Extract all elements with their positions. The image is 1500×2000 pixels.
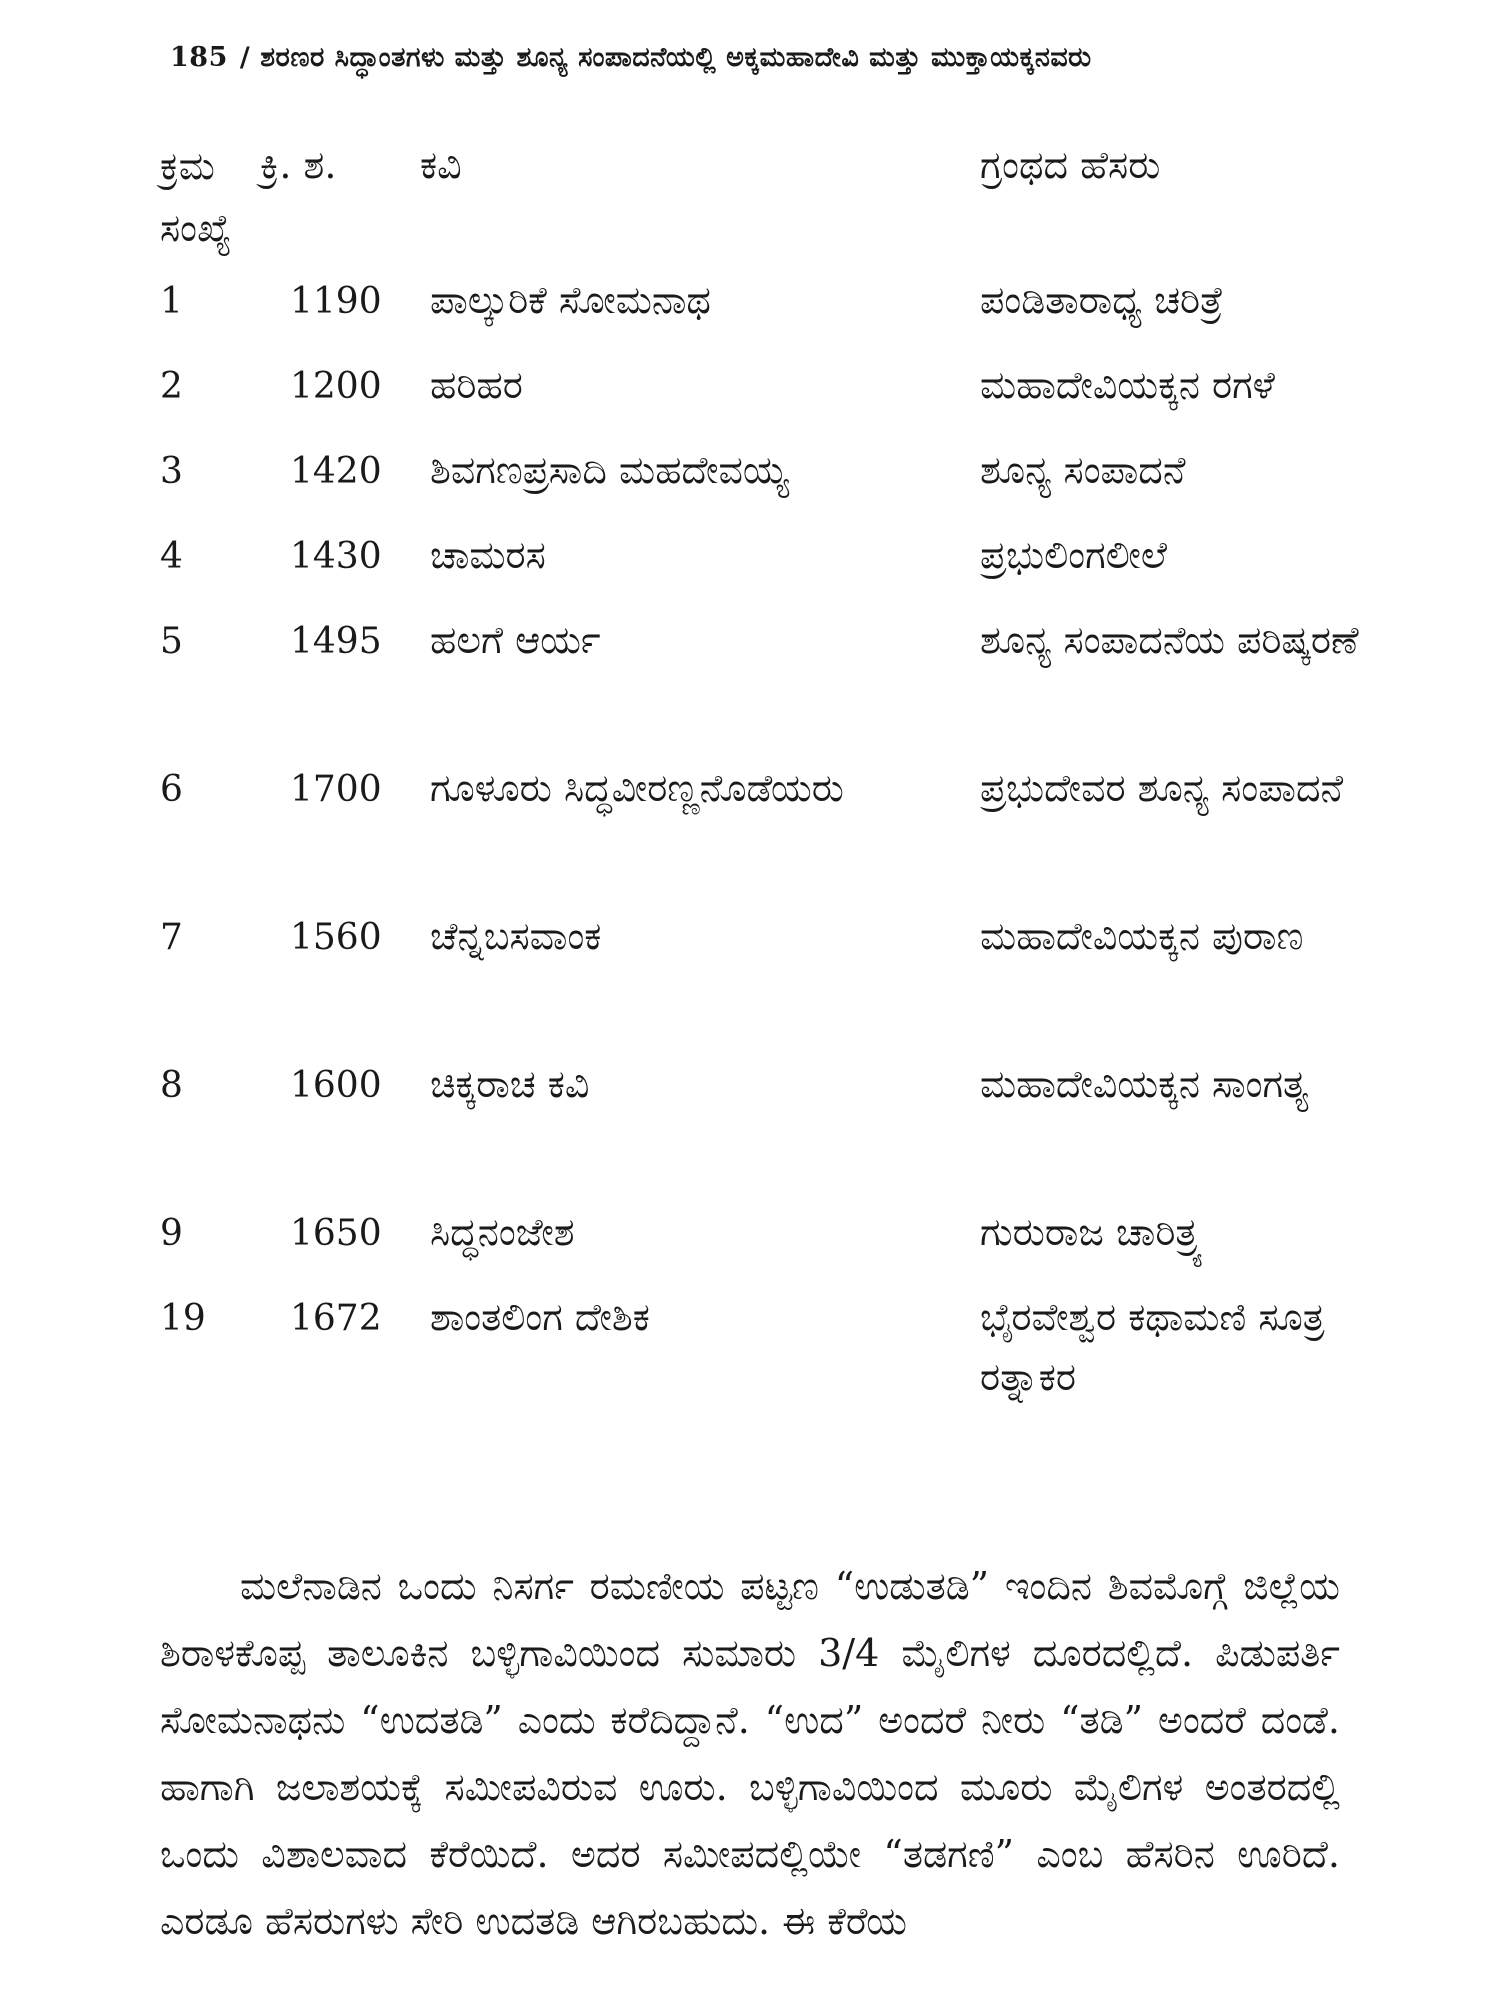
row-poet: ಸಿದ್ಧನಂಜೇಶ [430,1210,575,1254]
row-poet: ಚೆನ್ನಬಸವಾಂಕ [430,914,602,958]
column-header-work: ಗ್ರಂಥದ ಹೆಸರು [980,143,1161,187]
row-poet: ಹರಿಹರ [430,363,523,407]
table-row [160,355,1360,440]
table-row [160,270,1360,355]
row-year: 1495 [290,621,382,662]
row-work: ಮಹಾದೇವಿಯಕ್ಕನ ಪುರಾಣ [980,914,1304,958]
table-row [160,525,1360,610]
row-poet: ಚಿಕ್ಕರಾಚ ಕವಿ [430,1062,590,1106]
table-row [160,1202,1360,1287]
table-row [160,1287,1360,1435]
row-serial: 6 [160,769,183,810]
row-work: ಶೂನ್ಯ ಸಂಪಾದನೆಯ ಪರಿಷ್ಕರಣೆ [980,618,1359,662]
row-year: 1560 [290,917,382,958]
row-serial: 4 [160,536,183,577]
row-serial: 1 [160,281,183,322]
row-work: ಪ್ರಭುಲಿಂಗಲೀಲೆ [980,533,1167,577]
row-poet: ಶಾಂತಲಿಂಗ ದೇಶಿಕ [430,1295,650,1339]
row-work: ಗುರುರಾಜ ಚಾರಿತ್ರ್ಯ [980,1210,1204,1254]
row-poet: ಹಲಗೆ ಆರ್ಯ [430,618,601,662]
page-header [170,42,1350,74]
row-year: 1200 [290,366,382,407]
table-row [160,1054,1360,1202]
row-work: ಪ್ರಭುದೇವರ ಶೂನ್ಯ ಸಂಪಾದನೆ [980,766,1344,810]
row-work: ಶೂನ್ಯ ಸಂಪಾದನೆ [980,448,1186,492]
row-poet: ಚಾಮರಸ [430,533,546,577]
running-title: ಶರಣರ ಸಿದ್ಧಾಂತಗಳು ಮತ್ತು ಶೂನ್ಯ ಸಂಪಾದನೆಯಲ್ಲಿ ಅಕ್ಕಮಹಾದೇವಿ ಮತ್ತು ಮುಕ್ತಾಯಕ್ಕನವರು [260,42,1092,73]
row-year: 1700 [290,769,382,810]
row-serial: 9 [160,1213,183,1254]
table-row [160,610,1360,758]
row-serial: 7 [160,917,183,958]
row-year: 1420 [290,451,382,492]
row-serial: 3 [160,451,183,492]
column-header-serial: ಕ್ರಮ ಸಂಖ್ಯೆ [160,144,232,250]
row-work: ಭೈರವೇಶ್ವರ ಕಥಾಮಣಿ ಸೂತ್ರ ರತ್ನಾಕರ [980,1295,1325,1399]
row-year: 1600 [290,1065,382,1106]
table-row [160,440,1360,525]
row-poet: ಗೂಳೂರು ಸಿದ್ಧವೀರಣ್ಣನೊಡೆಯರು [430,766,844,810]
poets-table [160,135,1360,1435]
column-header-poet: ಕವಿ [420,143,462,187]
row-year: 1190 [290,281,382,322]
row-work: ಮಹಾದೇವಿಯಕ್ಕನ ಸಾಂಗತ್ಯ [980,1062,1309,1106]
row-work: ಮಹಾದೇವಿಯಕ್ಕನ ರಗಳೆ [980,363,1275,407]
column-header-year: ಕ್ರಿ. ಶ. [260,143,337,187]
table-row [160,906,1360,1054]
row-serial: 5 [160,621,183,662]
page-number: 185 [170,42,228,73]
table-header-row [160,135,1360,270]
row-serial: 8 [160,1065,183,1106]
header-separator: / [239,42,251,73]
row-serial: 2 [160,366,183,407]
body-paragraph: ಮಲೆನಾಡಿನ ಒಂದು ನಿಸರ್ಗ ರಮಣೀಯ ಪಟ್ಟಣ “ಉಡುತಡಿ” ಇಂದಿನ ಶಿವಮೊಗ್ಗೆ ಜಿಲ್ಲೆಯ ಶಿರಾಳಕೊಪ್ಪ ತಾಲೂಕಿನ ಬಳ್ಳಿಗಾವಿಯಿಂದ ಸುಮಾರು 3/4 ಮೈಲಿಗಳ ದೂರದಲ್ಲಿದೆ. ಪಿಡುಪರ್ತಿ ಸೋಮನಾಥನು “ಉದತಡಿ” ಎಂದು ಕರೆದಿದ್ದಾನೆ. “ಉದ” ಅಂದರೆ ನೀರು “ತಡಿ” ಅಂದರೆ ದಂಡೆ. ಹಾಗಾಗಿ ಜಲಾಶಯಕ್ಕೆ ಸಮೀಪವಿರುವ ಊರು. ಬಳ್ಳಿಗಾವಿಯಿಂದ ಮೂರು ಮೈಲಿಗಳ ಅಂತರದಲ್ಲಿ ಒಂದು ವಿಶಾಲವಾದ ಕೆರೆಯಿದೆ. ಅದರ ಸಮೀಪದಲ್ಲಿಯೇ “ತಡಗಣಿ” ಎಂಬ ಹೆಸರಿನ ಊರಿದೆ. ಎರಡೂ ಹೆಸರುಗಳು ಸೇರಿ ಉದತಡಿ ಆಗಿರಬಹುದು. ಈ ಕೆರೆಯ [160,1564,1340,1943]
row-year: 1650 [290,1213,382,1254]
row-year: 1430 [290,536,382,577]
row-serial: 19 [160,1298,206,1339]
row-poet: ಶಿವಗಣಪ್ರಸಾದಿ ಮಹದೇವಯ್ಯ [430,448,789,492]
row-work: ಪಂಡಿತಾರಾಧ್ಯ ಚರಿತ್ರೆ [980,278,1224,322]
row-year: 1672 [290,1298,382,1339]
row-poet: ಪಾಲ್ಕುರಿಕೆ ಸೋಮನಾಥ [430,278,711,322]
table-row [160,758,1360,906]
